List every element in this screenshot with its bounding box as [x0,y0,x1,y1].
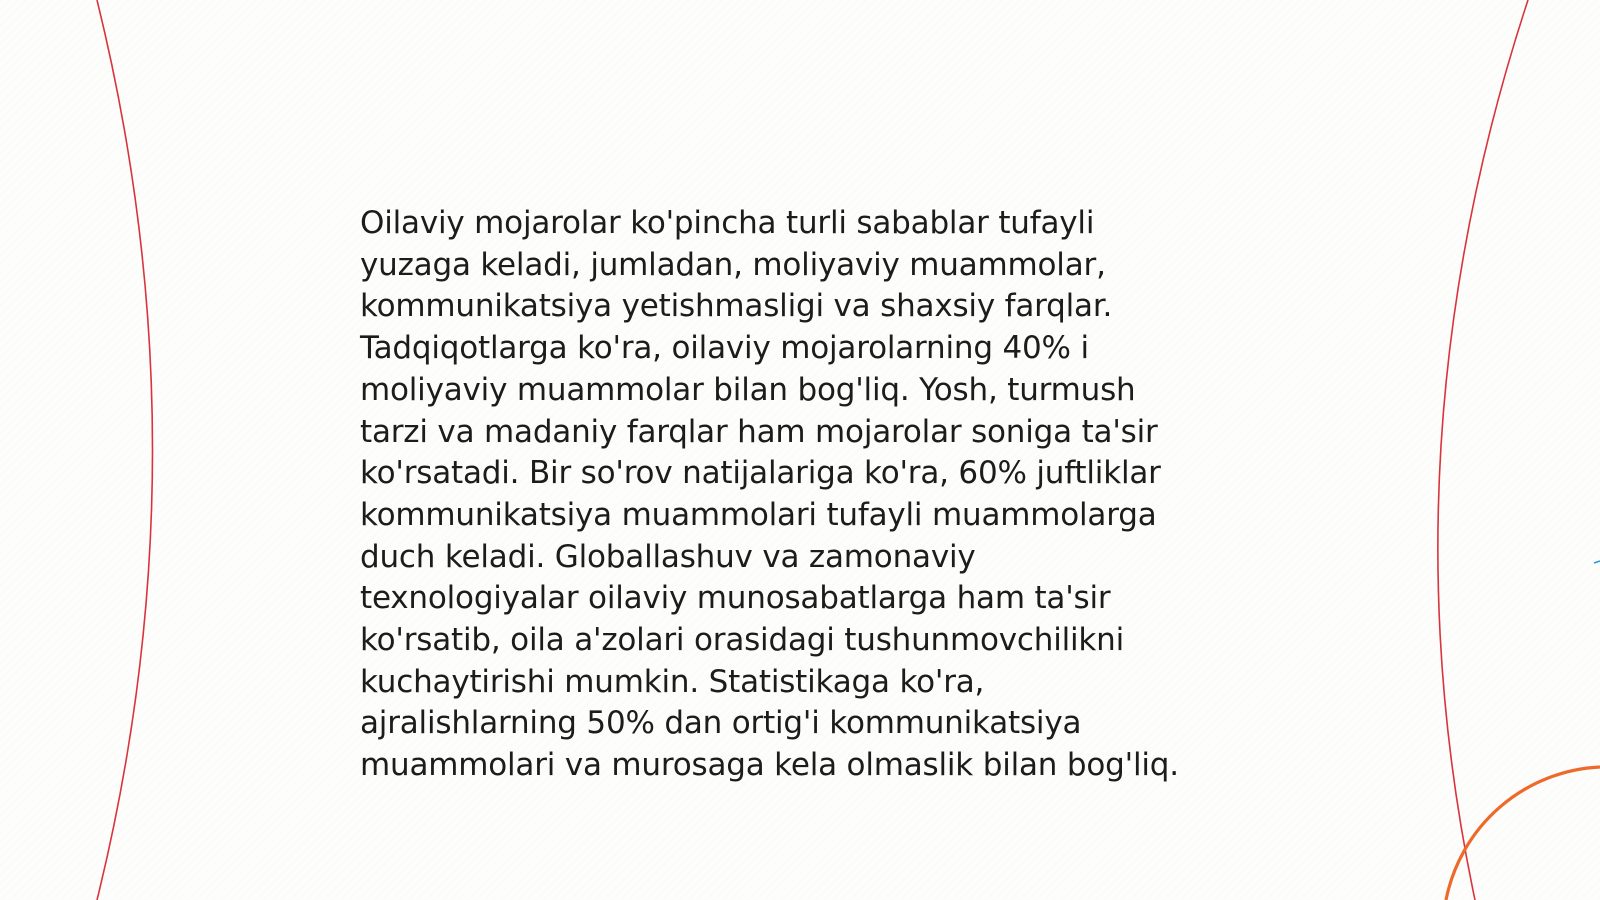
paragraph-line: Oilaviy mojarolar ko'pincha turli sabablar tufayli [360,205,1095,241]
body-paragraph [360,203,1260,787]
paragraph-line: duch keladi. Globallashuv va zamonaviy [360,538,976,575]
paragraph-line: yuzaga keladi, jumladan, moliyaviy muammolar, [360,246,1106,283]
paragraph-line: ajralishlarning 50% dan ortig'i kommunikatsiya [360,705,1082,742]
paragraph-line: ko'rsatadi. Bir so'rov natijalariga ko'ra, 60% juftliklar [360,455,1161,492]
orange-arc [1446,767,1600,900]
paragraph-line: Tadqiqotlarga ko'ra, oilaviy mojarolarning 40% i [360,330,1089,367]
paragraph-line: kuchaytirishi mumkin. Statistikaga ko'ra, [360,663,985,700]
left-curve-line [97,0,153,900]
paragraph-line: kommunikatsiya muammolari tufayli muammolarga [360,496,1157,533]
paragraph-line: muammolari va murosaga kela olmaslik bilan bog'liq. [360,747,1179,784]
paragraph-line: tarzi va madaniy farqlar ham mojarolar soniga ta'sir [360,413,1158,450]
paragraph-line: texnologiyalar oilaviy munosabatlarga ham ta'sir [360,580,1111,617]
blue-tick [1594,561,1600,563]
paragraph-line: moliyaviy muammolar bilan bog'liq. Yosh, turmush [360,371,1136,408]
paragraph-line: kommunikatsiya yetishmasligi va shaxsiy farqlar. [360,288,1113,325]
right-curve-line [1438,0,1528,900]
paragraph-line: ko'rsatib, oila a'zolari orasidagi tushunmovchilikni [360,622,1125,659]
